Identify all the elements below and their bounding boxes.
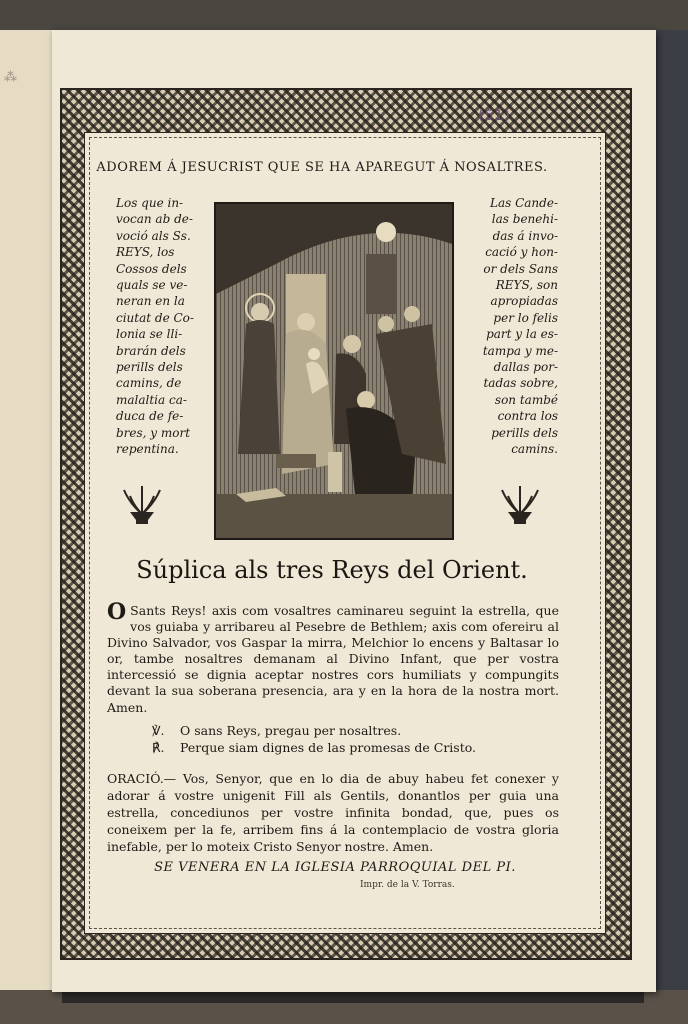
left-column-text: Los que in- vocan ab de- voció als Ss. REYS, los Cossos dels quals se ve- neran en la ciutat de Co- lonia se lli- brarán dels perills dels camins, de malaltia ca- duca de fe- bres, y mort repentina. <box>116 196 194 457</box>
response-symbol: ℟. <box>152 740 165 755</box>
prayer-title: Súplica als tres Reys del Orient. <box>136 556 528 584</box>
versicle: ℣. O sans Reys, pregau per nosaltres. <box>152 723 402 738</box>
response: ℟. Perque siam dignes de las promesas de Cristo. <box>152 740 477 755</box>
prayer-text: Sants Reys! axis com vosaltres caminareu seguint la estrella, que vos guiaba y arribareu al Pesebre de Bethlem; axis com ofereiru al Divino Salvador, vos Gaspar la mirra, Melchior lo encens y Baltasar lo or, tambe nosaltres demanam al Divino Infant, que per vostra intercessió se dignia aceptar nostres cors humiliats y compungits devant la sua soberana presencia, ara y en la hora de la nostra mort. Amen. <box>107 603 559 715</box>
printer-imprint: Impr. de la V. Torras. <box>360 880 455 890</box>
facing-page <box>0 30 59 990</box>
prayer-body <box>107 599 559 716</box>
archive-number: (51) <box>478 108 511 124</box>
adoration-of-magi-engraving <box>214 202 454 540</box>
page-heading: ADOREM Á JESUCRIST QUE SE HA APAREGUT Á NOSALTRES. <box>96 160 548 175</box>
oratio-label: ORACIÓ.— <box>107 771 177 786</box>
versicle-symbol: ℣. <box>152 723 165 738</box>
top-edge <box>0 0 688 30</box>
right-vase-ornament <box>498 484 542 530</box>
drop-cap: O <box>107 599 127 625</box>
oratio-body <box>107 770 559 855</box>
ghost-text: ⁂ <box>4 70 17 85</box>
right-column-text: Las Cande- las benehi- das á invo- cació y hon- or dels Sans REYS, son apropiadas per lo felis part y la es- tampa y me- dallas por- tadas sobre, son també contra los perills dels camins. <box>482 196 558 457</box>
oratio-text: Vos, Senyor, que en lo dia de abuy habeu fet conexer y adorar á vostre unigenit Fill als Gentils, donantlos per guia una estrella, concediunos per vostre infinita bondad, que, pues os coneixem per la fe, arribem fins á la contemplacio de vostra gloria inefable, per lo moteix Cristo Senyor nostre. Amen. <box>107 771 559 854</box>
church-footer: SE VENERA EN LA IGLESIA PARROQUIAL DEL PI. <box>154 860 516 875</box>
left-vase-ornament <box>120 484 164 530</box>
